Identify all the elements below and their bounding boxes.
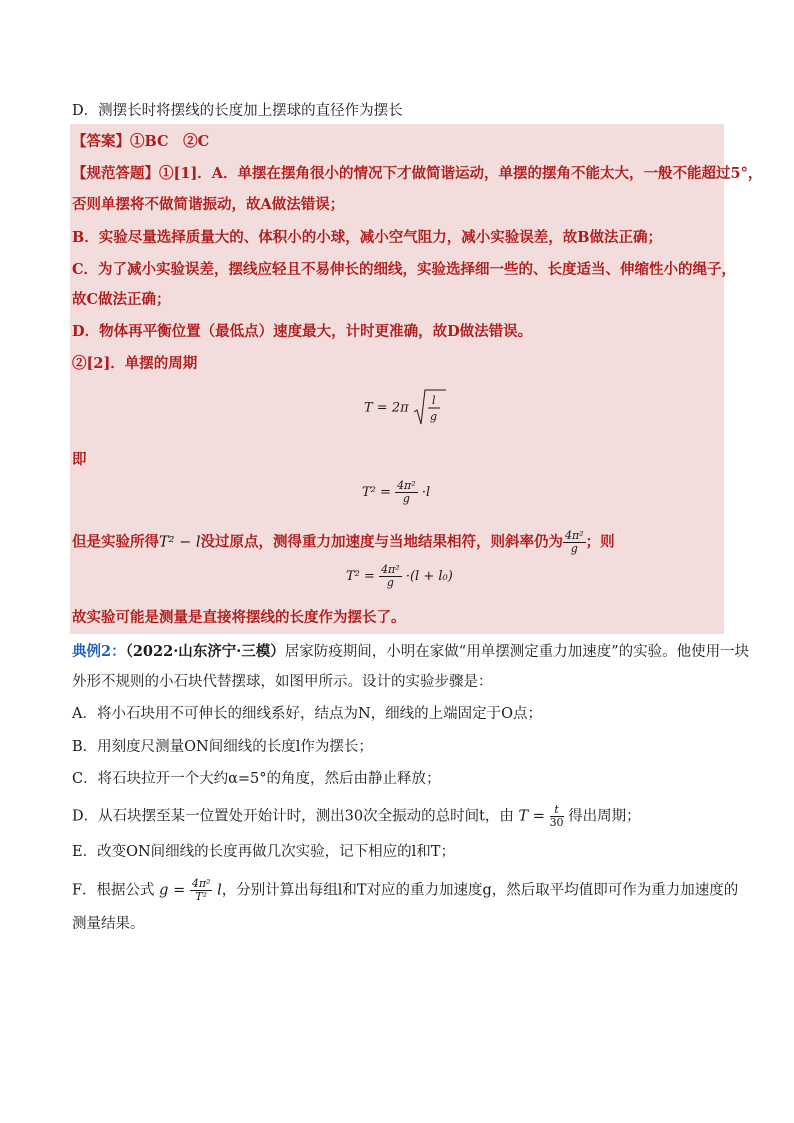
example2-step-e: E．改变ON间细线的长度再做几次实验，记下相应的l和T； <box>72 844 455 860</box>
formula-period: T = 2π l g <box>364 388 447 428</box>
answer-label: 【答案】 <box>72 133 130 150</box>
example2-step-b: B．用刻度尺测量ON间细线的长度l作为摆长； <box>72 739 373 755</box>
answer-line <box>72 132 209 152</box>
solution-line-1: 【规范答题】①[1]．A．单摆在摆角很小的情况下才做简谐运动，单摆的摆角不能太大，一般不能超过5°， <box>72 165 763 182</box>
solution-line-8: 即 <box>72 451 87 468</box>
example2-intro-1: 典例2：（2022·山东济宁·三模）居家防疫期间，小明在家做“用单摆测定重力加速度”的实验。他使用一块 <box>72 643 750 660</box>
option-d-text: D．测摆长时将摆线的长度加上摆球的直径作为摆长 <box>72 103 403 119</box>
answer-value: ①BC ②C <box>130 133 210 150</box>
example2-label: 典例2： <box>72 643 126 660</box>
example2-step-a: A．将小石块用不可伸长的细线系好，结点为N，细线的上端固定于O点； <box>72 706 543 722</box>
solution-highlight <box>70 124 763 634</box>
solution-line-10: 故实验可能是测量是直接将摆线的长度作为摆长了。 <box>72 609 406 626</box>
solution-line-2: 否则单摆将不做简谐振动，故A做法错误； <box>72 196 345 213</box>
solution-line-6: D．物体再平衡位置（最低点）速度最大，计时更准确，故D做法错误。 <box>72 323 533 340</box>
solution-label: 【规范答题】 <box>72 165 159 182</box>
example2-step-c: C．将石块拉开一个大约α=5°的角度，然后由静止释放； <box>72 771 441 787</box>
solution-line-3: B．实验尽量选择质量大的、体积小的小球，减小空气阻力，减小实验误差，故B做法正确； <box>72 229 663 246</box>
solution-line-9: 但是实验所得T² − l没过原点，测得重力加速度与当地结果相符，则斜率仍为 $\frac{\text{4π²}}{g}$ ；则 <box>72 529 615 555</box>
formula-corrected: T² = $\frac{\text{4π²}}{g}$ ·(l + l₀) <box>346 563 453 589</box>
example2-intro-2: 外形不规则的小石块代替摆球，如图甲所示。设计的实验步骤是： <box>72 674 493 690</box>
solution-line-5: 故C做法正确； <box>72 291 171 308</box>
example2-step-d: D．从石块摆至某一位置处开始计时，测出30次全振动的总时间t，由 T = $\frac{t}{30}$ 得出周期； <box>72 803 641 829</box>
example2-step-f-cont: 测量结果。 <box>72 916 145 932</box>
svg-text:g: g <box>429 410 437 423</box>
formula-period-squared: T² = $\frac{\text{4π²}}{g}$ ·l <box>362 479 431 505</box>
solution-line-7: ②[2]．单摆的周期 <box>72 355 198 372</box>
solution-line-4: C．为了减小实验误差，摆线应轻且不易伸长的细线，实验选择细一些的、长度适当、伸缩性小的绳子， <box>72 261 737 278</box>
example2-step-f: F．根据公式 g = $\frac{\text{4π²}}{\text{T²}}$ l，分别计算出每组l和T对应的重力加速度g，然后取平均值即可作为重力加速度的 <box>72 877 739 903</box>
sqrt-symbol <box>413 388 447 428</box>
svg-text:l: l <box>431 394 436 407</box>
example2-source: （2022·山东济宁·三模） <box>125 643 285 660</box>
